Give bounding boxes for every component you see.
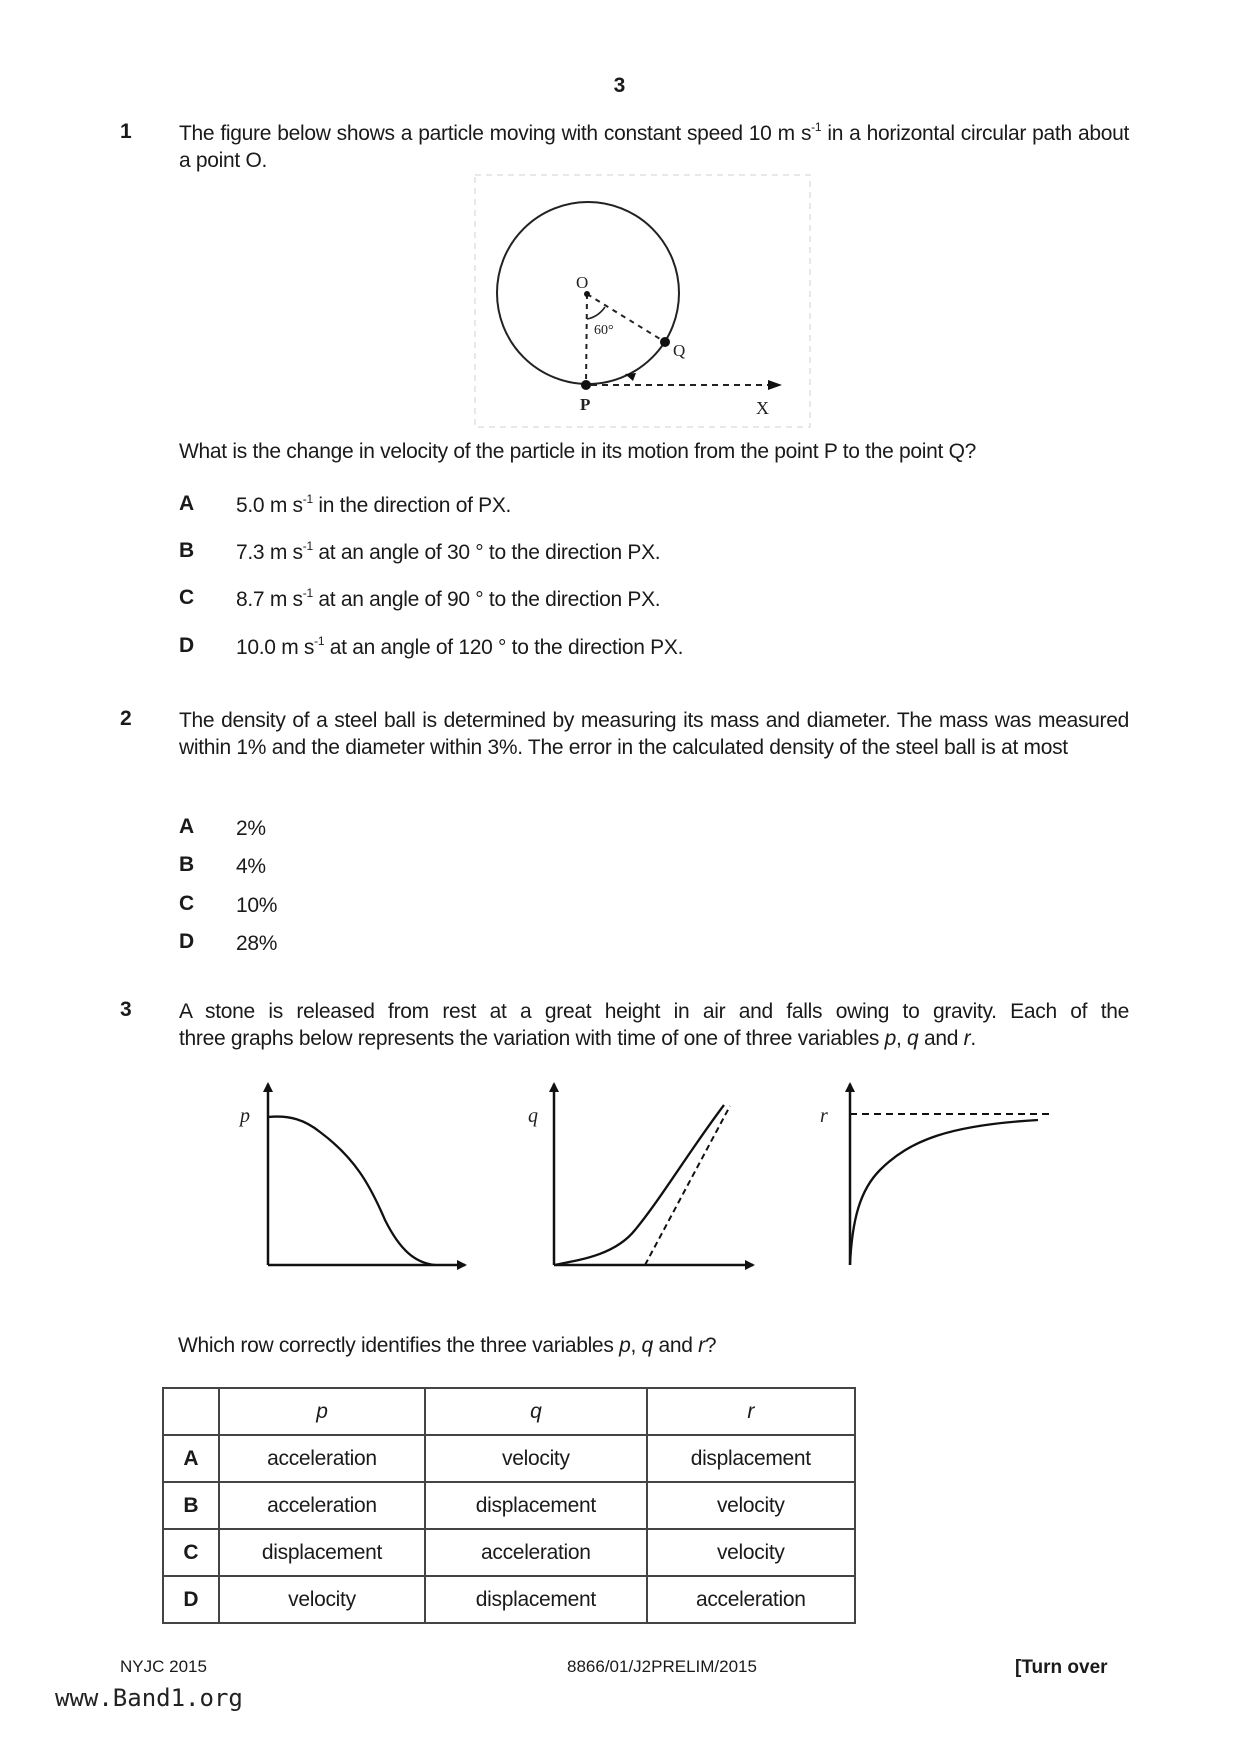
prompt-text: ? (704, 1334, 717, 1357)
label-p: P (580, 395, 591, 414)
graph-p-label: p (240, 1105, 250, 1127)
label-x: X (756, 398, 769, 418)
arrowhead-x (768, 380, 782, 390)
table-cell: velocity (219, 1576, 425, 1623)
superscript: -1 (314, 634, 325, 648)
table-row (163, 1435, 855, 1482)
option-b-text: 4% (236, 855, 266, 878)
motion-arrow-icon (625, 373, 636, 381)
question-3-prompt (178, 1332, 716, 1359)
question-1-stem (179, 120, 1129, 174)
table-header-cell (219, 1388, 425, 1435)
stem-text: and (918, 1027, 964, 1050)
variable-r: r (963, 1027, 971, 1050)
question-2-stem: The density of a steel ball is determined by measuring its mass and diameter. The mass was measured within 1% and the diameter within 3%. The error in the calculated density of the steel ball is at most (179, 709, 1129, 759)
table-row (163, 1482, 855, 1529)
prompt-text: and (652, 1334, 699, 1357)
option-text: in the direction of PX. (312, 494, 512, 517)
table-header-row (163, 1388, 855, 1435)
footer-turn-over: [Turn over (1015, 1657, 1108, 1678)
header-q: q (530, 1399, 542, 1423)
graph-p (238, 1084, 465, 1265)
point-q (660, 337, 670, 347)
option-letter: D (179, 634, 195, 657)
table-cell: velocity (647, 1482, 855, 1529)
point-p (581, 380, 591, 390)
graph-p-curve (268, 1117, 435, 1265)
graphs-figure (220, 1070, 1080, 1285)
superscript: -1 (302, 539, 313, 553)
variable-r: r (698, 1334, 705, 1357)
label-o: O (576, 273, 589, 292)
prompt-text: , (630, 1334, 642, 1357)
header-p: p (316, 1399, 328, 1423)
stem-text: The figure below shows a particle moving with constant speed 10 m s (179, 122, 812, 145)
graph-q-label: q (528, 1105, 538, 1127)
circular-motion-figure (470, 170, 815, 432)
graph-r-label: r (820, 1105, 828, 1127)
radius-op (586, 294, 587, 385)
figure-border (475, 175, 810, 427)
footer-paper-code: 8866/01/J2PRELIM/2015 (567, 1657, 757, 1676)
variable-q: q (641, 1334, 653, 1357)
option-letter: C (179, 586, 195, 609)
graph-q (528, 1084, 753, 1265)
option-letter: A (179, 815, 195, 838)
row-letter: C (163, 1529, 219, 1576)
watermark-url: www.Band1.org (55, 1684, 243, 1712)
table-header-cell (647, 1388, 855, 1435)
option-a-text: 2% (236, 817, 266, 840)
label-q: Q (673, 341, 686, 360)
question-number-1: 1 (120, 120, 132, 143)
option-text: at an angle of 120 ° to the direction PX. (324, 636, 684, 659)
option-text: at an angle of 90 ° to the direction PX. (312, 588, 661, 611)
row-letter: B (163, 1482, 219, 1529)
option-letter: C (179, 892, 195, 915)
option-c-text (236, 586, 660, 613)
graph-q-asymptote (645, 1106, 730, 1265)
option-text: at an angle of 30 ° to the direction PX. (312, 541, 661, 564)
option-c-text: 10% (236, 894, 278, 917)
question-3-stem-line-1: A stone is released from rest at a great height in air and falls owing to gravity. Each of the (179, 1000, 1129, 1023)
stem-text: , (895, 1027, 908, 1050)
angle-arc (587, 307, 605, 319)
option-b-text (236, 539, 660, 566)
stem-text: in a horizontal circular path about a point O. (179, 122, 1129, 172)
option-letter: D (179, 930, 195, 953)
row-letter: A (163, 1435, 219, 1482)
table-cell: displacement (425, 1576, 646, 1623)
graph-r-curve (850, 1120, 1038, 1265)
option-d-text: 28% (236, 932, 278, 955)
table-row (163, 1529, 855, 1576)
option-text: 7.3 m s (236, 541, 303, 564)
graph-q-curve (554, 1105, 724, 1265)
question-number-2: 2 (120, 707, 132, 730)
option-letter: A (179, 492, 195, 515)
table-header-cell (163, 1388, 219, 1435)
stem-text: three graphs below represents the variation with time of one of three variables (179, 1027, 885, 1050)
table-cell: displacement (219, 1529, 425, 1576)
table-header-cell (425, 1388, 646, 1435)
table-cell: velocity (647, 1529, 855, 1576)
stem-text: . (970, 1027, 976, 1050)
superscript: -1 (811, 120, 822, 134)
question-number-3: 3 (120, 998, 132, 1021)
variable-p: p (884, 1027, 896, 1050)
superscript: -1 (302, 492, 313, 506)
option-d-text (236, 634, 683, 661)
variable-q: q (907, 1027, 919, 1050)
option-text: 10.0 m s (236, 636, 315, 659)
table-cell: acceleration (219, 1482, 425, 1529)
table-cell: displacement (425, 1482, 646, 1529)
footer-school: NYJC 2015 (120, 1657, 207, 1676)
table-cell: displacement (647, 1435, 855, 1482)
row-letter: D (163, 1576, 219, 1623)
graph-r (820, 1084, 1050, 1265)
superscript: -1 (302, 586, 313, 600)
option-text: 5.0 m s (236, 494, 303, 517)
page-number: 3 (613, 74, 626, 97)
table-row (163, 1576, 855, 1623)
question-1-prompt: What is the change in velocity of the particle in its motion from the point P to the point Q? (179, 440, 976, 463)
option-letter: B (179, 853, 195, 876)
option-letter: B (179, 539, 195, 562)
table-cell: acceleration (647, 1576, 855, 1623)
option-text: 8.7 m s (236, 588, 303, 611)
table-cell: velocity (425, 1435, 646, 1482)
prompt-text: Which row correctly identifies the three variables (178, 1334, 620, 1357)
table-cell: acceleration (425, 1529, 646, 1576)
option-a-text (236, 492, 511, 519)
variable-p: p (619, 1334, 631, 1357)
answer-table (162, 1387, 856, 1624)
question-3-stem-line-2 (179, 1025, 976, 1052)
angle-label: 60° (594, 323, 614, 338)
table-cell: acceleration (219, 1435, 425, 1482)
header-r: r (747, 1399, 755, 1423)
